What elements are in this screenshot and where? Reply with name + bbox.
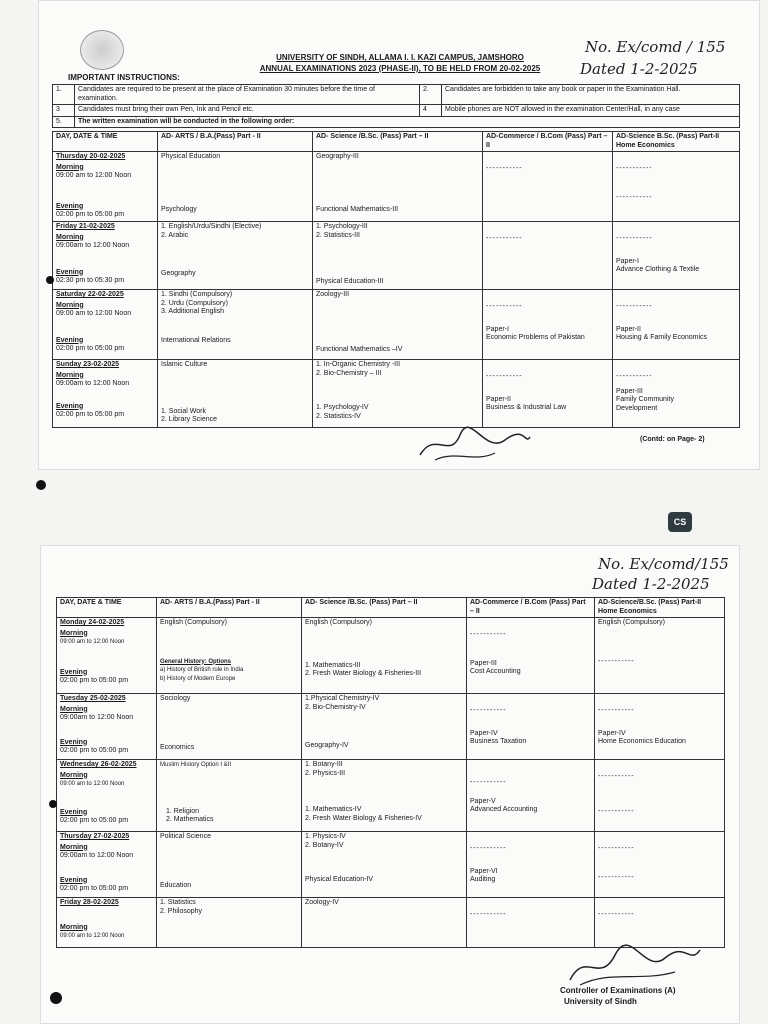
subject: English (Compulsory)	[160, 619, 227, 626]
session-label: Evening	[56, 402, 84, 410]
subject: 1. English/Urdu/Sindhi (Elective)	[161, 223, 262, 230]
camscanner-badge: CS	[668, 512, 692, 532]
session-time: 09:00 am to 12:00 Noon	[60, 781, 125, 787]
subject: -----------	[598, 807, 635, 815]
punch-hole	[46, 276, 54, 284]
instr-num: 3	[53, 105, 75, 117]
subject: -----------	[598, 873, 635, 881]
subject: 2. Physics-III	[305, 769, 346, 777]
table-row	[57, 760, 725, 832]
subject: -----------	[598, 773, 635, 780]
day-date: Thursday 20-02-2025	[56, 153, 126, 160]
subject: 1. Religion	[166, 807, 200, 815]
subject: Paper-II	[616, 325, 641, 333]
col-header: AD- ARTS / B.A.(Pass) Part - II	[158, 132, 313, 152]
subject: Housing & Family Economics	[616, 334, 708, 341]
day-date: Wednesday 26-02-2025	[60, 761, 137, 768]
subject: 1. Mathematics-III	[305, 661, 361, 669]
controller-signature	[565, 940, 705, 990]
table-row	[53, 222, 740, 290]
subject: Development	[616, 404, 658, 412]
subject: 2. Mathematics	[166, 816, 214, 823]
subject: 1. Psychology-IV	[316, 404, 369, 411]
table-row	[57, 694, 725, 760]
subject: Education	[160, 881, 192, 889]
subject: -----------	[486, 373, 523, 380]
session-time: 02:00 pm to 05:00 pm	[60, 885, 129, 892]
table-row	[57, 618, 725, 694]
subject: -----------	[486, 165, 523, 172]
subject: -----------	[616, 373, 653, 380]
session-time: 02:30 pm to 05:30 pm	[56, 277, 125, 284]
subject: Zoology-III	[316, 291, 350, 298]
subject: -----------	[598, 911, 635, 918]
day-date: Friday 28-02-2025	[60, 899, 119, 906]
subject: Geography-III	[316, 153, 359, 160]
session-label: Morning	[56, 371, 84, 379]
subject: 2. Fresh Water Biology & Fisheries-IV	[305, 814, 422, 822]
instr-num: 2.	[420, 85, 442, 105]
subject: International Relations	[161, 336, 231, 344]
session-label: Morning	[60, 923, 88, 931]
session-time: 02:00 pm to 05:00 pm	[60, 677, 129, 684]
subject: Political Science	[160, 833, 211, 840]
subject: 2. Urdu (Compulsory)	[161, 299, 228, 307]
day-date: Tuesday 25-02-2025	[60, 695, 126, 702]
title-line-2: ANNUAL EXAMINATIONS 2023 (PHASE-II), TO BE HELD FROM 20-02-2025	[259, 64, 541, 73]
session-label: Morning	[56, 301, 84, 309]
subject: 2. Library Science	[161, 416, 218, 423]
schedule-table-page1	[52, 131, 740, 428]
subject: -----------	[486, 303, 523, 310]
subject: Psychology	[161, 205, 197, 213]
session-time: 02:00 pm to 05:00 pm	[56, 345, 125, 352]
subject: Islamic Culture	[161, 361, 208, 368]
subject: -----------	[616, 193, 653, 201]
session-time: 09:00 am to 12:00 Noon	[56, 172, 132, 179]
subject: Cost Accounting	[470, 668, 521, 675]
instr-num: 1.	[53, 85, 75, 105]
session-time: 09:00am to 12:00 Noon	[60, 852, 134, 859]
session-label: Morning	[60, 843, 88, 851]
subject: 1. Social Work	[161, 407, 206, 415]
instr-text: Mobile phones are NOT allowed in the examination Center/Hall, in any case	[442, 105, 740, 117]
session-label: Morning	[60, 771, 88, 779]
subject: 2. Bio-Chemistry-IV	[305, 703, 366, 711]
subject: Economic Problems of Pakistan	[486, 334, 585, 341]
session-time: 09:00am to 12:00 Noon	[56, 242, 130, 249]
punch-hole	[50, 992, 62, 1004]
subject: -----------	[598, 657, 635, 665]
col-header: AD-Science B.Sc. (Pass) Part-II Home Economics	[613, 132, 740, 152]
instructions-table	[52, 84, 740, 128]
subject: 3. Additional English	[161, 308, 225, 315]
subject: 2. Bio-Chemistry – III	[316, 369, 382, 377]
subject: b) History of Modern Europe	[160, 675, 236, 682]
instr-num: 4	[420, 105, 442, 117]
subject: Physical Education	[161, 153, 221, 160]
subject: Functional Mathematics –IV	[316, 345, 403, 353]
session-time: 09:00am to 12:00 Noon	[60, 714, 134, 721]
session-time: 09:00 am to 12:00 Noon	[60, 933, 125, 939]
session-time: 09:00am to 12:00 Noon	[56, 380, 130, 387]
session-time: 02:00 pm to 05:00 pm	[60, 747, 129, 754]
punch-hole	[49, 800, 57, 808]
subject: Business & Industrial Law	[486, 404, 567, 411]
session-time: 02:00 pm to 05:00 pm	[60, 817, 129, 824]
session-label: Evening	[56, 336, 84, 344]
subject: Paper-III	[616, 387, 643, 395]
subject: -----------	[470, 845, 507, 852]
footer-signatory	[560, 985, 676, 1007]
subject: -----------	[470, 707, 507, 714]
table-row	[53, 290, 740, 360]
subject: 1. Psychology-III	[316, 223, 368, 230]
session-time: 02:00 pm to 05:00 pm	[56, 211, 125, 218]
subject: Advance Clothing & Textile	[616, 266, 700, 273]
subject: a) History of British rule in India	[160, 667, 244, 673]
subject: 2. Statistics-III	[316, 231, 360, 239]
subject: -----------	[470, 631, 507, 638]
subject: -----------	[598, 707, 635, 714]
subject: Physical Education-III	[316, 278, 384, 285]
session-label: Evening	[60, 876, 88, 884]
col-header: AD-Commerce / B.Com (Pass) Part – II	[483, 132, 613, 152]
subject: -----------	[616, 303, 653, 310]
day-date: Monday 24-02-2025	[60, 619, 125, 626]
session-label: Morning	[60, 705, 88, 713]
subject: -----------	[486, 235, 523, 242]
subject: Paper-VI	[470, 867, 498, 875]
table-row	[53, 152, 740, 222]
subject: Business Taxation	[470, 738, 527, 745]
session-time: 09:00 am to 12:00 Noon	[56, 310, 132, 317]
instr-text: The written examination will be conducted in the following order:	[75, 116, 740, 128]
subject: Functional Mathematics-III	[316, 205, 399, 213]
subject: 2. Statistics-IV	[316, 412, 361, 420]
col-header: AD- Science /B.Sc. (Pass) Part – II	[313, 132, 483, 152]
col-header: AD- ARTS / B.A.(Pass) Part - II	[157, 598, 302, 618]
session-time: 02:00 pm to 05:00 pm	[56, 411, 125, 418]
subject: Home Economics Education	[598, 738, 686, 745]
subject: -----------	[470, 911, 507, 918]
subject: General History: Options	[160, 658, 232, 665]
subject: 1. Sindhi (Compulsory)	[161, 291, 233, 298]
session-label: Morning	[56, 233, 84, 241]
subject: English (Compulsory)	[305, 619, 372, 626]
subject: 1. Physics-IV	[305, 833, 346, 840]
subject: Geography-IV	[305, 742, 349, 749]
footer-institution: University of Sindh	[564, 997, 637, 1006]
page-title	[220, 52, 580, 74]
signature-scribble	[415, 425, 535, 465]
day-date: Sunday 23-02-2025	[56, 361, 120, 368]
col-header: DAY, DATE & TIME	[53, 132, 158, 152]
session-label: Morning	[60, 629, 88, 637]
subject: 1.Physical Chemistry-IV	[305, 695, 380, 702]
instr-text: Candidates must bring their own Pen, Ink and Pencil etc.	[75, 105, 420, 117]
col-header: AD-Science/B.Sc. (Pass) Part-II Home Economics	[595, 598, 725, 618]
subject: English (Compulsory)	[598, 619, 665, 626]
instructions-heading: IMPORTANT INSTRUCTIONS:	[68, 73, 180, 82]
table-row	[53, 360, 740, 428]
subject: Geography	[161, 270, 196, 277]
session-label: Evening	[60, 668, 88, 676]
subject: 1. Statistics	[160, 899, 196, 906]
day-date: Saturday 22-02-2025	[56, 291, 124, 298]
subject: 1. Mathematics-IV	[305, 806, 362, 813]
subject: Paper-II	[486, 395, 511, 403]
punch-hole	[36, 480, 46, 490]
subject: 2. Botany-IV	[305, 841, 344, 849]
subject: Family Community	[616, 396, 674, 403]
subject: -----------	[616, 235, 653, 242]
subject: Paper-III	[470, 659, 497, 667]
subject: Economics	[160, 743, 195, 751]
subject: Paper-V	[470, 797, 496, 805]
subject: Paper-IV	[470, 729, 498, 737]
ref-date: Dated 1-2-2025	[580, 60, 698, 78]
col-header: AD- Science /B.Sc. (Pass) Part – II	[302, 598, 467, 618]
subject: Auditing	[470, 876, 496, 883]
instr-num: 5.	[53, 116, 75, 128]
subject: 1. In-Organic Chemistry -III	[316, 361, 401, 368]
day-date: Friday 21-02-2025	[56, 223, 115, 230]
session-label: Evening	[56, 202, 84, 210]
ref-date-page2: Dated 1-2-2025	[592, 575, 710, 593]
col-header: AD-Commerce / B.Com (Pass) Part – II	[467, 598, 595, 618]
subject: Physical Education-IV	[305, 876, 374, 883]
subject: Sociology	[160, 695, 191, 702]
col-header: DAY, DATE & TIME	[57, 598, 157, 618]
schedule-table-page2	[56, 597, 725, 948]
day-date: Thursday 27-02-2025	[60, 833, 130, 840]
instr-text: Candidates are required to be present at the place of Examination 30 minutes before the time of examination.	[75, 85, 420, 105]
footer-title: Controller of Examinations (A)	[560, 986, 676, 995]
subject: Muslim History Option I &II	[160, 762, 232, 768]
subject: Paper-I	[486, 325, 509, 333]
subject: Paper-IV	[598, 729, 626, 737]
subject: 2. Fresh Water Biology & Fisheries-III	[305, 670, 422, 677]
session-label: Evening	[60, 808, 88, 816]
session-label: Evening	[56, 268, 84, 276]
continued-note: (Contd: on Page- 2)	[640, 436, 705, 443]
subject: Advanced Accounting	[470, 806, 538, 813]
session-time: 09:00 am to 12:00 Noon	[60, 639, 125, 645]
session-label: Morning	[56, 163, 84, 171]
ref-number: No. Ex/comd / 155	[585, 38, 726, 56]
table-row	[57, 832, 725, 898]
subject: 2. Arabic	[161, 231, 189, 239]
subject: -----------	[598, 845, 635, 852]
instr-text: Candidates are forbidden to take any book or paper in the Examination Hall.	[442, 85, 740, 105]
ref-number-page2: No. Ex/comd/155	[598, 555, 729, 573]
subject: Zoology-IV	[305, 899, 339, 906]
subject: 2. Philosophy	[160, 907, 203, 915]
subject: 1. Botany-III	[305, 761, 343, 768]
subject: -----------	[470, 779, 507, 786]
university-logo	[80, 30, 124, 70]
title-line-1: UNIVERSITY OF SINDH, ALLAMA I. I. KAZI CAMPUS, JAMSHORO	[276, 53, 524, 62]
session-label: Evening	[60, 738, 88, 746]
subject: -----------	[616, 165, 653, 172]
subject: Paper-I	[616, 257, 639, 265]
